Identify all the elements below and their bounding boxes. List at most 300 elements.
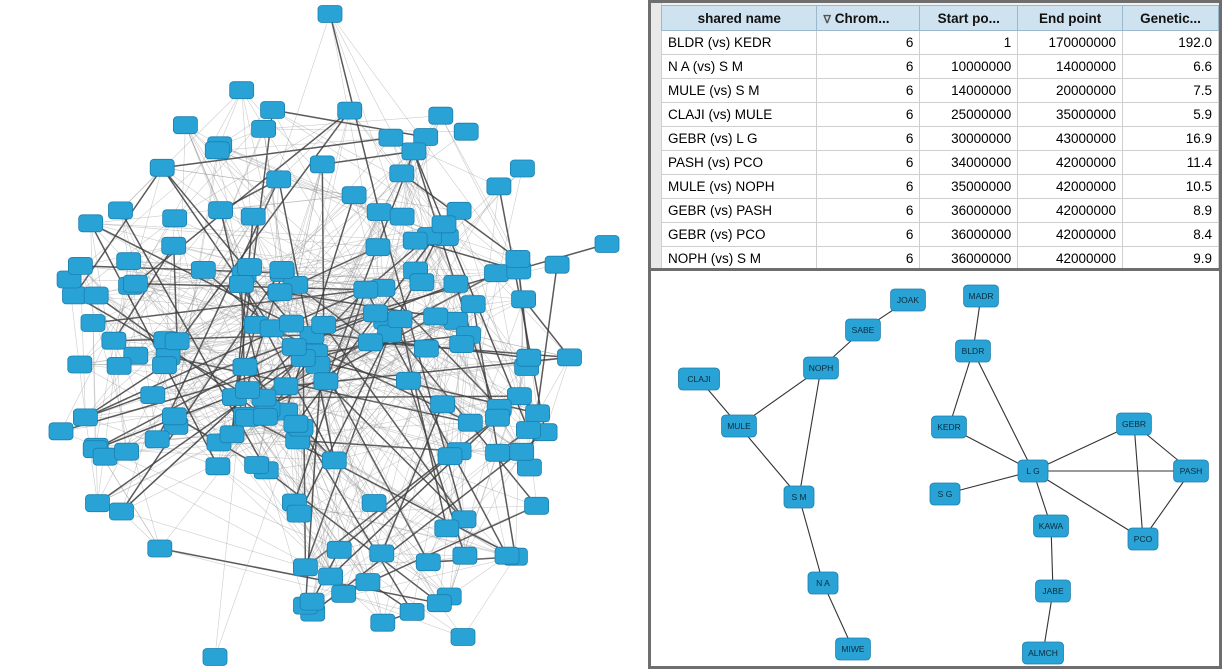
node-shape[interactable] [444, 275, 468, 292]
node-shape[interactable] [79, 215, 103, 232]
node-label: L G [1026, 465, 1040, 476]
node-shape[interactable] [367, 204, 391, 221]
node-shape[interactable] [332, 585, 356, 602]
node-shape[interactable] [486, 444, 510, 461]
node-shape[interactable] [342, 187, 366, 204]
main-network-node-108[interactable] [233, 358, 257, 375]
node-shape[interactable] [68, 257, 92, 274]
node-shape[interactable] [86, 495, 110, 512]
node-shape[interactable] [510, 160, 534, 177]
node-shape[interactable] [510, 443, 534, 460]
cell-end-point: 42000000 [1018, 151, 1123, 175]
node-shape[interactable] [252, 120, 276, 137]
main-network-node-102[interactable] [367, 204, 391, 221]
subnetwork-node-SABE[interactable] [846, 319, 881, 341]
main-network-node-93[interactable] [107, 357, 131, 374]
main-network-node-92[interactable] [379, 129, 403, 146]
main-network-edge [85, 416, 174, 417]
node-shape[interactable] [454, 123, 478, 140]
main-network-node-117[interactable] [153, 357, 177, 374]
subnetwork-canvas[interactable] [648, 268, 1222, 669]
main-network-node-103[interactable] [558, 349, 582, 366]
main-network-node-138[interactable] [370, 545, 394, 562]
node-shape[interactable] [274, 378, 298, 395]
node-shape[interactable] [163, 210, 187, 227]
main-network-node-124[interactable] [270, 261, 294, 278]
main-network-edge [266, 470, 305, 605]
node-shape[interactable] [109, 202, 133, 219]
main-network-node-10[interactable] [486, 444, 510, 461]
table-row[interactable] [662, 79, 1219, 103]
main-network-node-113[interactable] [510, 160, 534, 177]
node-shape[interactable] [429, 107, 453, 124]
node-shape[interactable] [253, 408, 277, 425]
node-shape[interactable] [267, 171, 291, 188]
cell-end-point: 42000000 [1018, 247, 1123, 269]
cell-end-point: 42000000 [1018, 223, 1123, 247]
node-shape[interactable] [371, 614, 395, 631]
main-network-node-143[interactable] [165, 333, 189, 350]
main-network-node-84[interactable] [49, 423, 73, 440]
node-shape[interactable] [545, 256, 569, 273]
main-network-node-122[interactable] [220, 426, 244, 443]
main-network-node-43[interactable] [427, 595, 451, 612]
main-network-node-127[interactable] [236, 382, 260, 399]
main-network-node-6[interactable] [163, 210, 187, 227]
main-network-edge [519, 271, 529, 358]
table-row[interactable] [662, 223, 1219, 247]
node-shape[interactable] [173, 117, 197, 134]
node-shape[interactable] [209, 202, 233, 219]
node-shape[interactable] [49, 423, 73, 440]
data-table-panel[interactable] [648, 0, 1222, 268]
node-label: KAWA [1038, 520, 1064, 531]
main-network-node-130[interactable] [517, 459, 541, 476]
main-network-node-72[interactable] [435, 520, 459, 537]
node-shape[interactable] [453, 547, 477, 564]
main-network-node-131[interactable] [205, 142, 229, 159]
main-network-node-120[interactable] [109, 202, 133, 219]
node-label: MULE [727, 420, 751, 431]
main-network-node-134[interactable] [461, 296, 485, 313]
node-shape[interactable] [525, 497, 549, 514]
main-network-node-50[interactable] [229, 276, 253, 293]
main-network-node-116[interactable] [253, 408, 277, 425]
subnetwork-node-GEBR[interactable] [1117, 413, 1152, 435]
node-shape[interactable] [270, 261, 294, 278]
node-shape[interactable] [356, 574, 380, 591]
node-shape[interactable] [396, 372, 420, 389]
node-shape[interactable] [461, 296, 485, 313]
main-network-node-55[interactable] [310, 156, 334, 173]
main-network-node-96[interactable] [450, 336, 474, 353]
main-network-node-128[interactable] [424, 308, 448, 325]
node-shape[interactable] [287, 505, 311, 522]
node-shape[interactable] [359, 334, 383, 351]
subnetwork-node-L-G[interactable] [1018, 460, 1048, 482]
table-column-header-4[interactable]: Genetic... [1123, 6, 1219, 31]
cell-genetic: 16.9 [1123, 127, 1219, 151]
subnetwork-nodes[interactable] [679, 285, 1209, 664]
node-shape[interactable] [268, 284, 292, 301]
node-shape[interactable] [153, 357, 177, 374]
table-row[interactable] [662, 247, 1219, 269]
table-row[interactable] [662, 103, 1219, 127]
node-label: JABE [1042, 585, 1064, 596]
cell-end-point: 42000000 [1018, 199, 1123, 223]
main-network-node-34[interactable] [545, 256, 569, 273]
node-shape[interactable] [241, 208, 265, 225]
node-shape[interactable] [233, 358, 257, 375]
node-shape[interactable] [230, 82, 254, 99]
main-network-node-97[interactable] [282, 339, 306, 356]
node-shape[interactable] [110, 503, 134, 520]
main-network-node-87[interactable] [162, 237, 186, 254]
main-network-node-150[interactable] [241, 208, 265, 225]
table-column-header-3[interactable]: End point [1018, 6, 1123, 31]
table-row[interactable] [662, 31, 1219, 55]
node-shape[interactable] [517, 459, 541, 476]
node-shape[interactable] [390, 165, 414, 182]
cell-genetic: 9.9 [1123, 247, 1219, 269]
main-network-node-142[interactable] [510, 443, 534, 460]
main-network-node-123[interactable] [444, 275, 468, 292]
main-network-node-98[interactable] [400, 603, 424, 620]
main-network-node-20[interactable] [366, 239, 390, 256]
subnetwork-node-JOAK[interactable] [891, 289, 926, 311]
node-shape[interactable] [141, 387, 165, 404]
main-network-node-1[interactable] [209, 202, 233, 219]
main-network-node-159[interactable] [206, 458, 230, 475]
node-shape[interactable] [314, 373, 338, 390]
main-network-node-80[interactable] [191, 261, 215, 278]
node-shape[interactable] [435, 520, 459, 537]
subnetwork-node-BLDR[interactable] [956, 340, 991, 362]
node-shape[interactable] [390, 208, 414, 225]
main-network-node-99[interactable] [230, 82, 254, 99]
node-label: S M [791, 491, 807, 502]
main-network-node-46[interactable] [485, 265, 509, 282]
main-network-node-48[interactable] [148, 540, 172, 557]
node-shape[interactable] [205, 142, 229, 159]
subnetwork-node-JABE[interactable] [1036, 580, 1071, 602]
node-shape[interactable] [451, 629, 475, 646]
node-shape[interactable] [427, 595, 451, 612]
node-shape[interactable] [261, 102, 285, 119]
main-network-node-121[interactable] [86, 495, 110, 512]
node-shape[interactable] [63, 287, 87, 304]
cell-genetic: 8.4 [1123, 223, 1219, 247]
table-row[interactable] [662, 199, 1219, 223]
node-shape[interactable] [150, 159, 174, 176]
table-header-row [662, 6, 1219, 31]
main-network-node-105[interactable] [93, 448, 117, 465]
node-label: PCO [1133, 533, 1153, 544]
node-shape[interactable] [338, 102, 362, 119]
main-network-node-135[interactable] [68, 356, 92, 373]
subnetwork-node-KEDR[interactable] [932, 416, 967, 438]
node-shape[interactable] [68, 356, 92, 373]
node-shape[interactable] [450, 336, 474, 353]
node-shape[interactable] [558, 349, 582, 366]
main-network-node-137[interactable] [342, 187, 366, 204]
node-shape[interactable] [595, 236, 619, 253]
main-network-node-157[interactable] [388, 311, 412, 328]
node-label: PASH [1179, 465, 1203, 476]
node-shape[interactable] [293, 559, 317, 576]
main-network-node-136[interactable] [268, 284, 292, 301]
main-network-node-40[interactable] [81, 315, 105, 332]
main-network-node-7[interactable] [238, 259, 262, 276]
node-shape[interactable] [102, 332, 126, 349]
node-shape[interactable] [402, 143, 426, 160]
main-network-node-119[interactable] [117, 253, 141, 270]
main-network-node-94[interactable] [123, 275, 147, 292]
main-network-node-81[interactable] [364, 305, 388, 322]
node-shape[interactable] [162, 237, 186, 254]
node-shape[interactable] [148, 540, 172, 557]
node-shape[interactable] [506, 250, 530, 267]
node-shape[interactable] [424, 308, 448, 325]
node-shape[interactable] [282, 339, 306, 356]
cell-start-point: 10000000 [920, 55, 1018, 79]
node-shape[interactable] [245, 457, 269, 474]
table-row[interactable] [662, 55, 1219, 79]
main-network-node-91[interactable] [338, 102, 362, 119]
node-shape[interactable] [403, 232, 427, 249]
subnetwork-node-CLAJI[interactable] [679, 368, 720, 390]
node-shape[interactable] [512, 291, 536, 308]
main-network-node-162[interactable] [203, 649, 227, 666]
main-network-node-114[interactable] [438, 448, 462, 465]
node-shape[interactable] [229, 276, 253, 293]
cell-end-point: 14000000 [1018, 55, 1123, 79]
main-network-node-57[interactable] [525, 497, 549, 514]
node-shape[interactable] [400, 603, 424, 620]
main-network-node-101[interactable] [354, 281, 378, 298]
node-shape[interactable] [117, 253, 141, 270]
node-shape[interactable] [486, 409, 510, 426]
table-column-label: Chrom... [834, 10, 890, 26]
subnetwork-node-S-G[interactable] [930, 483, 960, 505]
main-network-node-16[interactable] [84, 287, 108, 304]
node-shape[interactable] [236, 382, 260, 399]
subnetwork-node-NOPH[interactable] [804, 357, 839, 379]
main-network-node-36[interactable] [458, 414, 482, 431]
main-network-node-160[interactable] [318, 6, 342, 23]
main-network-node-106[interactable] [487, 178, 511, 195]
node-shape[interactable] [93, 448, 117, 465]
main-network-node-47[interactable] [79, 215, 103, 232]
node-shape[interactable] [162, 408, 186, 425]
table-column-header-2[interactable]: Start po... [920, 6, 1018, 31]
main-network-node-158[interactable] [429, 107, 453, 124]
node-shape[interactable] [432, 216, 456, 233]
main-network-node-0[interactable] [63, 287, 87, 304]
node-shape[interactable] [495, 547, 519, 564]
main-network-node-156[interactable] [245, 457, 269, 474]
main-network-node-154[interactable] [287, 505, 311, 522]
cell-chromosome: 6 [817, 79, 920, 103]
cell-genetic: 7.5 [1123, 79, 1219, 103]
main-network-node-11[interactable] [390, 165, 414, 182]
main-network-node-89[interactable] [319, 568, 343, 585]
main-network-node-125[interactable] [371, 614, 395, 631]
main-network-node-147[interactable] [517, 349, 541, 366]
table-column-header-0[interactable]: shared name [662, 6, 817, 31]
main-network-node-86[interactable] [162, 408, 186, 425]
main-network-node-77[interactable] [414, 340, 438, 357]
main-network-node-21[interactable] [512, 291, 536, 308]
node-shape[interactable] [458, 414, 482, 431]
node-shape[interactable] [107, 357, 131, 374]
node-shape[interactable] [431, 396, 455, 413]
node-shape[interactable] [485, 265, 509, 282]
node-shape[interactable] [123, 275, 147, 292]
main-network-node-129[interactable] [410, 274, 434, 291]
main-network-node-109[interactable] [454, 123, 478, 140]
main-network-node-144[interactable] [431, 396, 455, 413]
main-network-node-31[interactable] [322, 452, 346, 469]
main-network-node-115[interactable] [495, 547, 519, 564]
main-network-node-53[interactable] [362, 495, 386, 512]
main-network-node-37[interactable] [110, 503, 134, 520]
main-network-node-85[interactable] [332, 585, 356, 602]
main-network-node-139[interactable] [390, 208, 414, 225]
main-network-node-58[interactable] [402, 143, 426, 160]
main-network-node-133[interactable] [506, 250, 530, 267]
main-network-node-126[interactable] [486, 409, 510, 426]
main-network-node-32[interactable] [102, 332, 126, 349]
node-shape[interactable] [145, 431, 169, 448]
main-network-node-111[interactable] [396, 372, 420, 389]
node-shape[interactable] [84, 287, 108, 304]
node-shape[interactable] [300, 593, 324, 610]
node-shape[interactable] [487, 178, 511, 195]
subnetwork-node-PASH[interactable] [1174, 460, 1209, 482]
node-shape[interactable] [220, 426, 244, 443]
main-network-node-9[interactable] [68, 257, 92, 274]
main-network-node-140[interactable] [359, 334, 383, 351]
node-shape[interactable] [327, 541, 351, 558]
node-shape[interactable] [366, 239, 390, 256]
node-shape[interactable] [370, 545, 394, 562]
main-network-node-71[interactable] [145, 431, 169, 448]
main-network-node-110[interactable] [516, 422, 540, 439]
node-shape[interactable] [310, 156, 334, 173]
table-row[interactable] [662, 151, 1219, 175]
cell-genetic: 6.6 [1123, 55, 1219, 79]
node-shape[interactable] [364, 305, 388, 322]
main-network-node-75[interactable] [312, 316, 336, 333]
main-network-node-132[interactable] [267, 171, 291, 188]
node-shape[interactable] [191, 261, 215, 278]
main-network-node-26[interactable] [356, 574, 380, 591]
node-shape[interactable] [414, 340, 438, 357]
main-network-node-83[interactable] [526, 405, 550, 422]
subnetwork-node-MADR[interactable] [964, 285, 999, 307]
filter-icon[interactable]: ∇ [823, 13, 831, 26]
main-network-node-163[interactable] [451, 629, 475, 646]
node-shape[interactable] [238, 259, 262, 276]
cell-start-point: 25000000 [920, 103, 1018, 127]
main-network-node-161[interactable] [595, 236, 619, 253]
node-shape[interactable] [73, 409, 97, 426]
chromosome-interval-table[interactable] [661, 5, 1219, 268]
cell-chromosome: 6 [817, 175, 920, 199]
main-network-node-82[interactable] [284, 415, 308, 432]
main-network-node-69[interactable] [314, 373, 338, 390]
table-column-header-1[interactable] [817, 6, 920, 31]
subnetwork-node-MIWE[interactable] [836, 638, 871, 660]
node-shape[interactable] [322, 452, 346, 469]
main-network-node-70[interactable] [403, 232, 427, 249]
subnetwork-node-KAWA[interactable] [1034, 515, 1069, 537]
main-network-node-118[interactable] [261, 102, 285, 119]
node-shape[interactable] [516, 422, 540, 439]
subnetwork-node-MULE[interactable] [722, 415, 757, 437]
node-shape[interactable] [526, 405, 550, 422]
main-network-node-155[interactable] [280, 315, 304, 332]
cell-shared-name: NOPH (vs) S M [662, 247, 817, 269]
node-shape[interactable] [312, 316, 336, 333]
node-shape[interactable] [165, 333, 189, 350]
node-label: MIWE [841, 643, 865, 654]
cell-shared-name: MULE (vs) NOPH [662, 175, 817, 199]
main-network-node-153[interactable] [115, 443, 139, 460]
node-shape[interactable] [115, 443, 139, 460]
node-shape[interactable] [416, 554, 440, 571]
subnetwork-node-N-A[interactable] [808, 572, 838, 594]
main-network-node-79[interactable] [293, 559, 317, 576]
main-network-node-152[interactable] [252, 120, 276, 137]
cell-start-point: 36000000 [920, 199, 1018, 223]
main-network-node-49[interactable] [453, 547, 477, 564]
node-shape[interactable] [284, 415, 308, 432]
subnetwork-graph[interactable] [651, 271, 1219, 666]
node-shape[interactable] [410, 274, 434, 291]
node-shape[interactable] [354, 281, 378, 298]
node-shape[interactable] [388, 311, 412, 328]
subnetwork-node-S-M[interactable] [784, 486, 814, 508]
node-shape[interactable] [362, 495, 386, 512]
subnetwork-node-PCO[interactable] [1128, 528, 1158, 550]
main-network-node-66[interactable] [150, 159, 174, 176]
subnetwork-node-ALMCH[interactable] [1023, 642, 1064, 664]
node-shape[interactable] [318, 6, 342, 23]
table-row[interactable] [662, 127, 1219, 151]
node-shape[interactable] [81, 315, 105, 332]
node-shape[interactable] [319, 568, 343, 585]
node-shape[interactable] [438, 448, 462, 465]
main-network-node-27[interactable] [274, 378, 298, 395]
subnetwork-edges [699, 296, 1191, 653]
node-shape[interactable] [206, 458, 230, 475]
main-network-node-146[interactable] [141, 387, 165, 404]
table-row[interactable] [662, 175, 1219, 199]
node-shape[interactable] [203, 649, 227, 666]
main-network-node-41[interactable] [416, 554, 440, 571]
main-network-node-145[interactable] [432, 216, 456, 233]
cell-start-point: 34000000 [920, 151, 1018, 175]
main-network-node-104[interactable] [73, 409, 97, 426]
node-shape[interactable] [517, 349, 541, 366]
main-network-node-29[interactable] [173, 117, 197, 134]
main-network-node-148[interactable] [327, 541, 351, 558]
node-shape[interactable] [379, 129, 403, 146]
main-network-node-151[interactable] [300, 593, 324, 610]
node-shape[interactable] [280, 315, 304, 332]
